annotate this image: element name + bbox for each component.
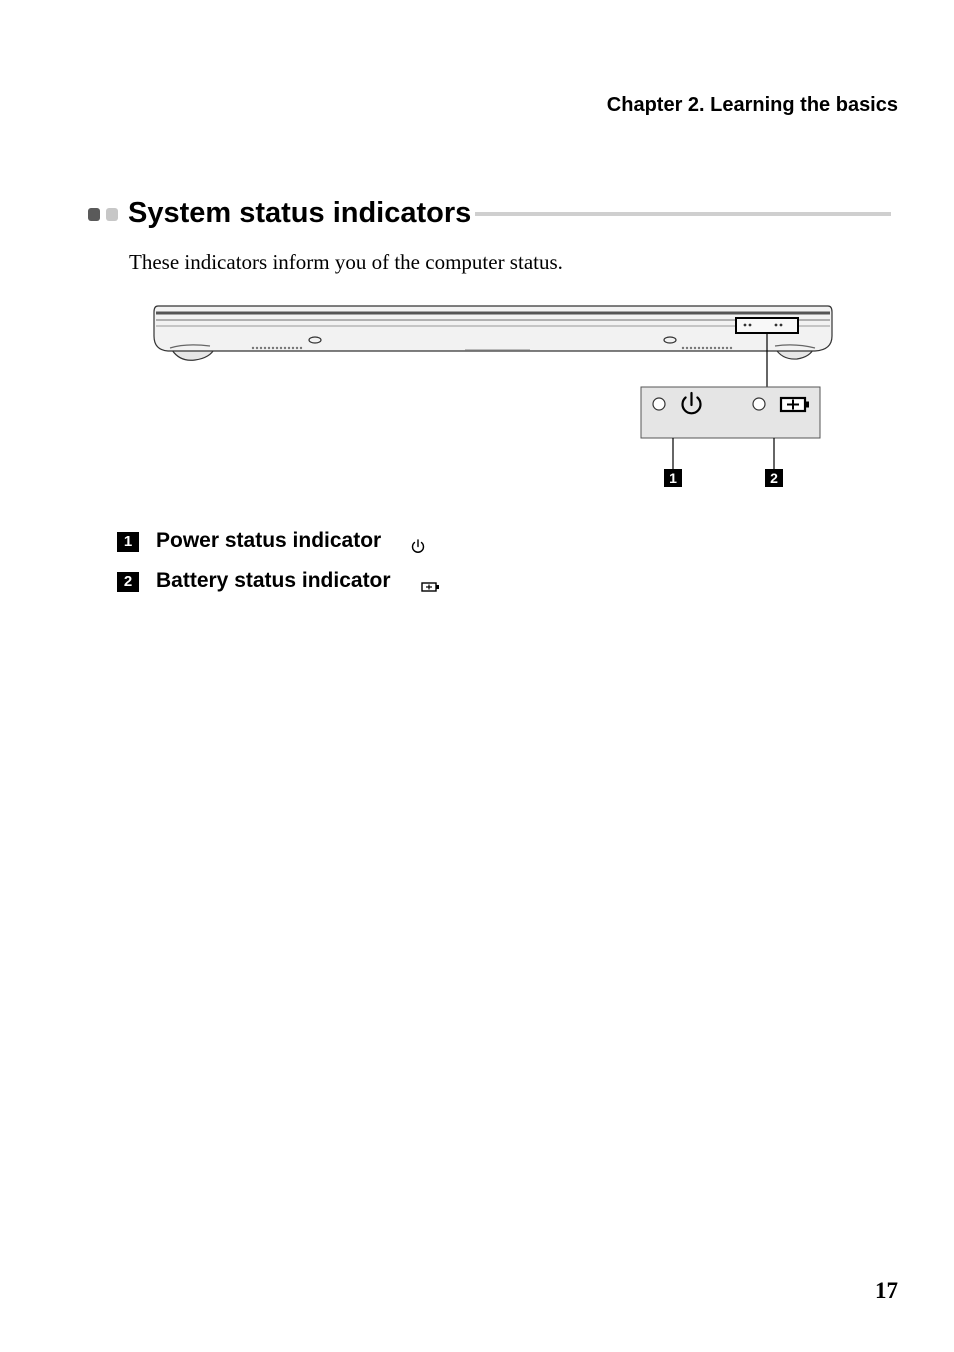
battery-icon: [421, 581, 441, 593]
callout-1-number: 1: [669, 470, 677, 486]
legend-number: 2: [117, 572, 139, 592]
legend-label: Battery status indicator: [156, 569, 391, 592]
callout-2: [765, 469, 783, 487]
laptop-front-view: [154, 306, 832, 360]
page-number: 17: [875, 1278, 898, 1303]
chapter-header: Chapter 2. Learning the basics: [606, 94, 898, 116]
power-icon: [410, 538, 426, 554]
legend-label: Power status indicator: [156, 529, 382, 552]
callout-1: [664, 469, 682, 487]
legend-number: 1: [117, 532, 139, 552]
battery-icon: [781, 398, 809, 411]
section-title: System status indicators: [128, 195, 475, 231]
laptop-front-figure: [0, 0, 954, 500]
intro-text: These indicators inform you of the computer status.: [129, 250, 563, 274]
callout-2-number: 2: [770, 470, 778, 486]
indicator-detail-box: [641, 387, 820, 438]
